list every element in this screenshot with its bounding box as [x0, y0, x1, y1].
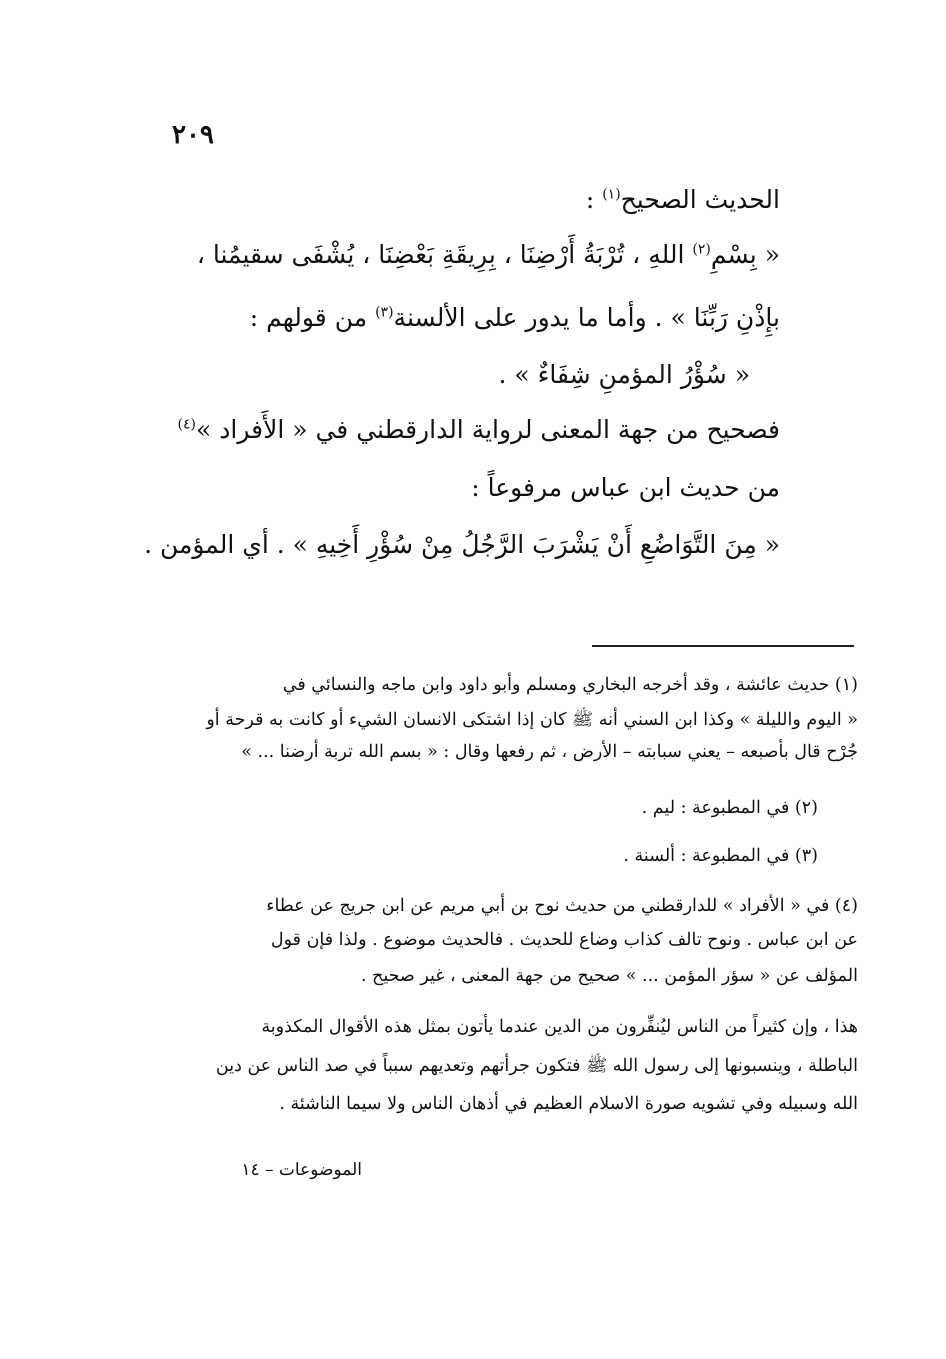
footnote-4-line: (٤) في « الأفراد » للدارقطني من حديث نوح بن أبي مريم عن ابن جريج عن عطاء [266, 896, 858, 916]
body-text: الحديث الصحيح [620, 185, 780, 214]
page-number: ٢٠٩ [172, 120, 214, 150]
body-line-5 [177, 415, 780, 444]
footnote-ref: (٣) [375, 304, 394, 321]
editor-note-line: هذا ، وإن كثيراً من الناس ليُنفِّرون من الدين عندما يأتون بمثل هذه الأقوال المكذوبة [261, 1017, 858, 1037]
body-line-4: « سُؤْرُ المؤمنِ شِفَاءٌ » . [498, 360, 750, 389]
body-line-2 [180, 240, 780, 269]
body-line-1 [180, 185, 780, 214]
footnote-divider [592, 645, 854, 647]
footnote-1-line: (١) حديث عائشة ، وقد أخرجه البخاري ومسلم وأبو داود وابن ماجه والنسائي في [282, 675, 858, 695]
editor-note-line: الله وسبيله وفي تشويه صورة الاسلام العظيم في أذهان الناس ولا سيما الناشئة . [279, 1094, 858, 1114]
footnote-ref: (٢) [692, 241, 711, 258]
footnote-3: (٣) في المطبوعة : ألسنة . [623, 846, 818, 866]
body-text: اللهِ ، تُرْبَةُ أَرْضِنَا ، بِرِيقَةِ بَعْضِنَا ، يُشْفَى سقيمُنا ، [196, 240, 693, 269]
footnote-1-line: « اليوم والليلة » وكذا ابن السني أنه ﷺ كان إذا اشتكى الانسان الشيء أو كانت به قرحة أو [206, 710, 858, 730]
body-text: من قولهم : [249, 303, 376, 332]
footnote-2: (٢) في المطبوعة : ليم . [641, 798, 818, 818]
body-text: : [585, 185, 603, 214]
body-text: فصحيح من جهة المعنى لرواية الدارقطني في « الأَفراد » [196, 415, 780, 444]
footnote-1-line: جُرْح قال بأصبعه – يعني سبابته – الأرض ، ثم رفعها وقال : « بسم الله تربة أرضنا ... » [241, 742, 858, 762]
body-line-3 [180, 303, 780, 332]
body-text: « بِسْمِ [710, 240, 780, 269]
body-line-6: من حديث ابن عباس مرفوعاً : [471, 473, 780, 502]
footnote-ref: (١) [602, 186, 621, 203]
editor-note-line: الباطلة ، وينسبونها إلى رسول الله ﷺ فتكون جرأتهم وتعديهم سبباً في صد الناس عن دين [215, 1056, 858, 1076]
body-text: بإِذْنِ رَبِّنَا » . وأما ما يدور على الألسنة [393, 303, 780, 332]
footnote-4-line: المؤلف عن « سؤر المؤمن ... » صحيح من جهة المعنى ، غير صحيح . [360, 966, 858, 986]
footnote-4-line: عن ابن عباس . ونوح تالف كذاب وضاع للحديث . فالحديث موضوع . ولذا فإن قول [270, 930, 858, 950]
body-line-7: « مِنَ التَّوَاضُعِ أَنْ يَشْرَبَ الرَّجُلُ مِنْ سُؤْرِ أَخِيهِ » . أي المؤمن . [144, 530, 780, 559]
footnote-ref: (٤) [177, 416, 197, 433]
signature-mark: الموضوعات – ١٤ [241, 1160, 362, 1180]
